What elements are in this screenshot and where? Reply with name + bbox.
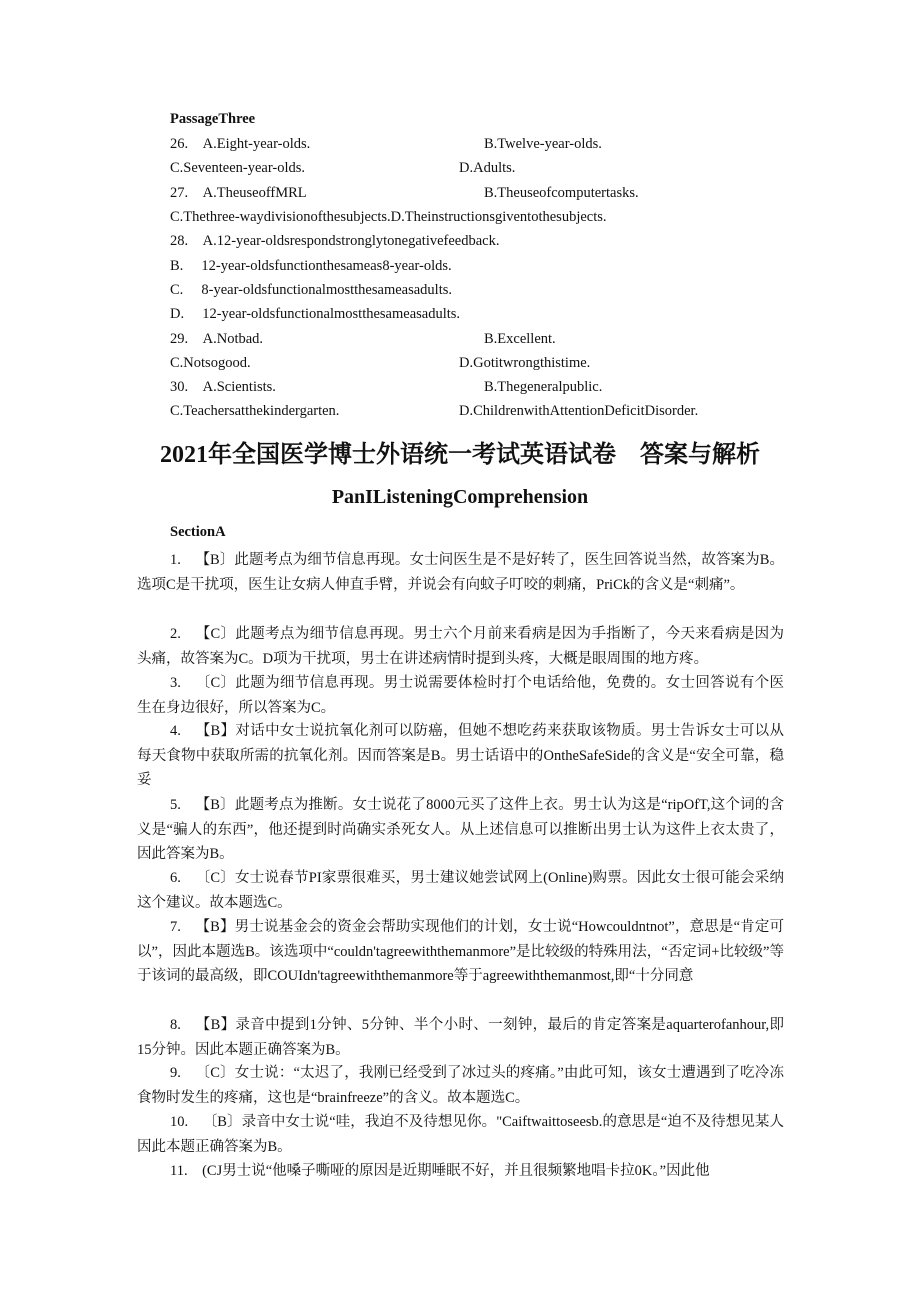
question-30-option-a: 30. A.Scientists.	[170, 379, 276, 395]
question-29-option-b: B.Excellent.	[484, 331, 556, 347]
question-27-option-a: 27. A.TheuseoffMRL	[170, 185, 307, 201]
question-26-option-a: 26. A.Eight-year-olds.	[170, 136, 311, 152]
question-28-option-c: C. 8-year-oldsfunctionalmostthesameasadults.	[170, 282, 452, 298]
part-title: PanIListeningComprehension	[331, 486, 589, 508]
passage-title: PassageThree	[170, 111, 256, 127]
answer-2: 2. 【C〕此题考点为细节信息再现。男士六个月前来看病是因为手指断了，今天来看病是因为头痛，故答案为C。D项为干扰项，男士在讲述病情时提到头疼，大概是眼周围的地方疼。	[137, 626, 784, 667]
answer-11: 11. (CJ男士说“他嗓子嘶哑的原因是近期唾眠不好，并且很频繁地唱卡拉0K。”因此他	[170, 1163, 710, 1179]
question-28-option-b: B. 12-year-oldsfunctionthesameas8-year-olds.	[170, 258, 452, 274]
question-29-option-c: C.Notsogood.	[170, 355, 251, 371]
question-26-option-d: D.Adults.	[459, 160, 516, 176]
question-30-option-b: B.Thegeneralpublic.	[484, 379, 603, 395]
question-29-option-d: D.Gotitwrongthistime.	[459, 355, 591, 371]
question-26-option-b: B.Twelve-year-olds.	[484, 136, 602, 152]
answer-8: 8. 【B】录音中提到1分钟、5分钟、半个小时、一刻钟，最后的肯定答案是aquarterofanhour,即15分钟。因此本题正确答案为B。	[137, 1017, 784, 1058]
question-27-options-cd: C.Thethree-waydivisionofthesubjects.D.Theinstructionsgiventothesubjects.	[170, 209, 607, 225]
section-title: SectionA	[170, 524, 226, 540]
question-28-option-d: D. 12-year-oldsfunctionalmostthesameasadults.	[170, 306, 461, 322]
question-27-option-b: B.Theuseofcomputertasks.	[484, 185, 639, 201]
question-26-option-c: C.Seventeen-year-olds.	[170, 160, 305, 176]
answer-10: 10. 〔B〕录音中女士说“哇，我迫不及待想见你。"Caiftwaittoseesb.的意思是“迫不及待想见某人因此本题正确答案为B。	[137, 1114, 784, 1155]
question-29-option-a: 29. A.Notbad.	[170, 331, 264, 347]
answer-3: 3. 〔C〕此题为细节信息再现。男士说需要体检时打个电话给他，免费的。女士回答说有个医生在身边很好，所以答案为C。	[137, 675, 784, 716]
main-title: 2021年全国医学博士外语统一考试英语试卷 答案与解析	[160, 442, 760, 468]
question-30-option-d: D.ChildrenwithAttentionDeficitDisorder.	[459, 403, 699, 419]
question-28-option-a: 28. A.12-year-oldsrespondstronglytonegativefeedback.	[170, 233, 500, 249]
answer-7: 7. 【B】男士说基金会的资金会帮助实现他们的计划，女士说“Howcouldntnot”，意思是“肯定可以”，因此本题选B。该选项中“couldn'tagreewiththemanmore”是比较级的特殊用法，“否定词+比较级”等于该词的最高级，即COUIdn'tagreewiththemanmore等于agreewiththemanmost,即“十分同意	[137, 919, 784, 984]
question-30-option-c: C.Teachersatthekindergarten.	[170, 403, 340, 419]
answer-4: 4. 【B】对话中女士说抗氧化剂可以防癌，但她不想吃药来获取该物质。男士告诉女士可以从每天食物中获取所需的抗氧化剂。因而答案是B。男士话语中的OntheSafeSide的含义是“安全可靠，稳妥	[137, 723, 784, 788]
answer-1: 1. 【B〕此题考点为细节信息再现。女士问医生是不是好转了，医生回答说当然，故答案为B。选项C是干扰项，医生让女病人伸直手臂，并说会有向蚊子叮咬的刺痛，PriCk的含义是“刺痛”。	[137, 552, 784, 593]
answer-9: 9. 〔C〕女士说：“太迟了，我刚已经受到了冰过头的疼痛。”由此可知，该女士遭遇到了吃冷冻食物时发生的疼痛，这也是“brainfreeze”的含义。故本题选C。	[137, 1065, 784, 1106]
answer-6: 6. 〔C〕女士说春节PI家票很难买，男士建议她尝试网上(Online)购票。因此女士很可能会采纳这个建议。故本题选C。	[137, 870, 784, 911]
answer-5: 5. 【B〕此题考点为推断。女士说花了8000元买了这件上衣。男士认为这是“ripOfT,这个词的含义是“骗人的东西”，他还提到时尚确实杀死女人。从上述信息可以推断出男士认为这件上衣太贵了，因此答案为B。	[137, 797, 784, 862]
